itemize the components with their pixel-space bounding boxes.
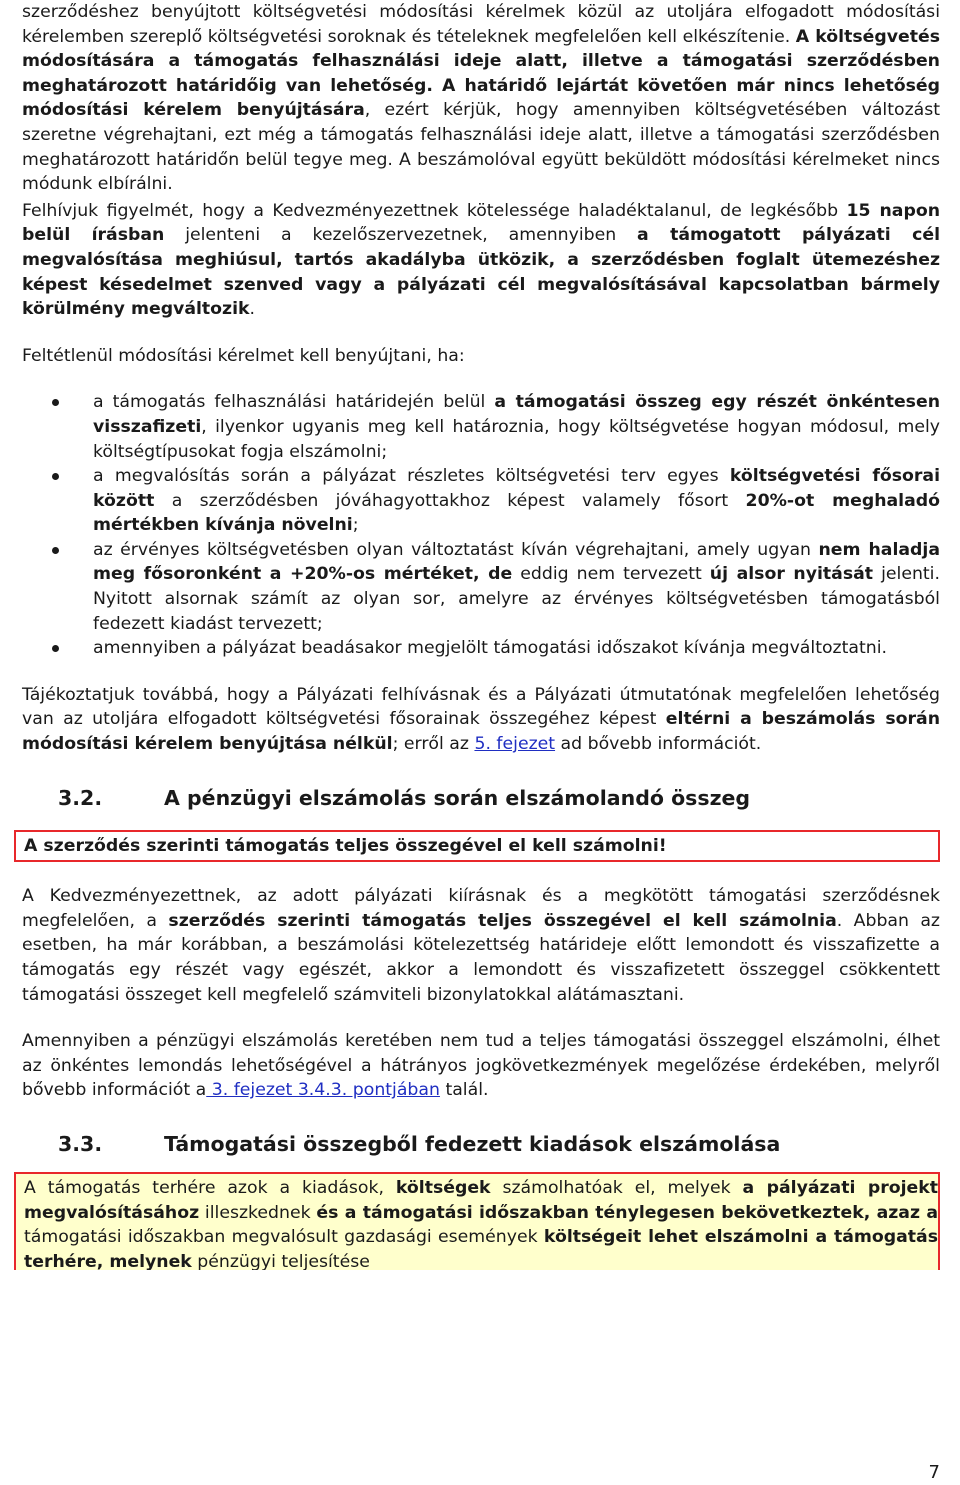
chapter-5-link[interactable]: 5. fejezet [474, 734, 556, 755]
highlight-box-eligible-costs: A támogatás terhére azok a kiadások, költségek számolhatóak el, melyek a pályázati projekt megvalósításához illeszkednek és a támogatási időszakban ténylegesen bekövetkeztek, azaz a támogatási időszakban megvalósult gazdasági események költségeit lehet elszámolni a támogatás terhére, melynek pénzügyi teljesítése [14, 1172, 940, 1270]
paragraph-deviation-info: Tájékoztatjuk továbbá, hogy a Pályázati felhívásnak és a Pályázati útmutatónak megfelelően lehetőség van az utoljára elfogadott költségvetési fősorainak összegéhez képest eltérni a beszámolás során módosítási kérelem benyújtása nélkül; erről az 5. fejezet ad bővebb információt. [22, 684, 941, 755]
bullet-icon [52, 399, 59, 406]
paragraph-full-settlement: A Kedvezményezettnek, az adott pályázati kiírásnak és a megkötött támogatási szerződésnek megfelelően, a szerződés szerinti támogatás teljes összegével el kell számolnia. Abban az esetben, ha már korábban, a beszámolási kötelezettség határideje előtt lemondott és visszafizette a támogatás egy részét vagy egészét, akkor a lemondott és visszafizetett összeggel csökkentett támogatási összeget kell megfelelő számviteli bizonylatokkal alátámasztani. [22, 886, 941, 1005]
list-item: a megvalósítás során a pályázat részletes költségvetési terv egyes költségvetési fősorai között a szerződésben jóváhagyottakhoz képest valamely fősort 20%-ot meghaladó mértékben kívánja növelni; [22, 464, 940, 538]
paragraph-notification-duty: Felhívjuk figyelmét, hogy a Kedvezményezettnek kötelessége haladéktalanul, de legkésőbb 15 napon belül írásban jelenteni a kezelőszervezetnek, amennyiben a támogatott pályázati cél megvalósítása meghiúsul, tartós akadályba ütközik, a szerződésben foglalt ütemezéshez képest késedelmet szenved vagy a pályázati cél megvalósításával kapcsolatban bármely körülmény megváltozik. [22, 200, 940, 320]
bullet-icon [52, 473, 59, 480]
document-page [22, 0, 940, 1270]
bullet-icon [52, 547, 59, 554]
bullet-icon [52, 645, 59, 652]
page-number: 7 [928, 1462, 940, 1483]
section-title: A pénzügyi elszámolás során elszámolandó összeg [164, 785, 751, 810]
section-number: 3.2. [58, 785, 103, 810]
paragraph-budget-modification: szerződéshez benyújtott költségvetési módosítási kérelmek közül az utoljára elfogadott módosítási kérelemben szereplő költségvetési soroknak és tételeknek megfelelően kell elkészítenie. A költségvetés módosítására a támogatás felhasználási ideje alatt, illetve a támogatási szerződésben meghatározott határidőig van lehetőség. A határidő lejártát követően már nincs lehetőség módosítási kérelem benyújtására, ezért kérjük, hogy amennyiben költségvetésében változást szeretne végrehajtani, ezt még a támogatás felhasználási ideje alatt, illetve a támogatási szerződésben meghatározott határidőn belül tegye meg. A beszámolóval együtt beküldött módosítási kérelmeket nincs módunk elbírálni. [22, 2, 941, 195]
section-heading-3-2 [22, 784, 940, 812]
section-heading-3-3 [22, 1130, 940, 1158]
section-number: 3.3. [58, 1131, 103, 1156]
bullet-list [22, 390, 940, 661]
list-item: a támogatás felhasználási határidején belül a támogatási összeg egy részét önkéntesen visszafizeti, ilyenkor ugyanis meg kell határoznia, hogy költségvetése hogyan módosul, mely költségtípusokat fogja elszámolni; [22, 390, 940, 464]
section-title: Támogatási összegből fedezett kiadások elszámolása [164, 1131, 781, 1156]
list-item: amennyiben a pályázat beadásakor megjelölt támogatási időszakot kívánja megváltoztatni. [22, 636, 940, 661]
highlight-box-full-amount: A szerződés szerinti támogatás teljes összegével el kell számolni! [14, 830, 940, 863]
list-item: az érvényes költségvetésben olyan változtatást kíván végrehajtani, amely ugyan nem haladja meg fősoronként a +20%-os mértéket, de eddig nem tervezett új alsor nyitását jelenti. Nyitott alsornak számít az olyan sor, amelyre az érvényes költségvetésben támogatásból fedezett kiadást tervezett; [22, 538, 940, 636]
paragraph-voluntary-waiver: Amennyiben a pénzügyi elszámolás keretében nem tud a teljes támogatási összeggel elszámolni, élhet az önkéntes lemondás lehetőségével a hátrányos jogkövetkezmények megelőzése érdekében, melyről bővebb információt a 3. fejezet 3.4.3. pontjában talál. [22, 1031, 940, 1101]
paragraph-mandatory-intro: Feltétlenül módosítási kérelmet kell benyújtani, ha: [22, 345, 465, 366]
chapter-3-4-3-link[interactable]: 3. fejezet 3.4.3. pontjában [206, 1080, 440, 1101]
